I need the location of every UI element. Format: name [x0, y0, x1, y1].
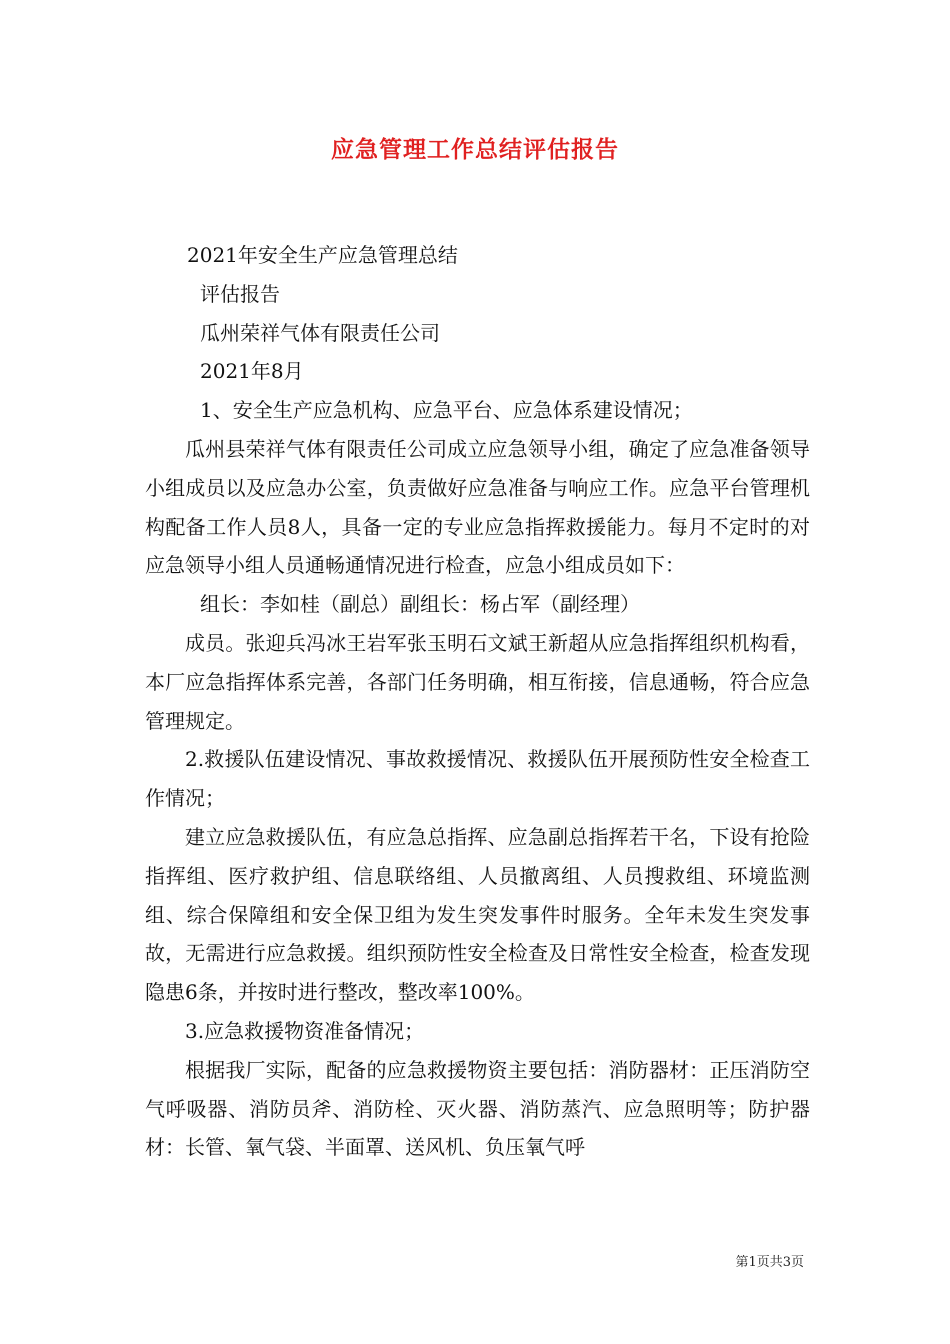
paragraph-section-3-heading: 3.应急救援物资准备情况；	[185, 1018, 425, 1043]
page-number: 第1页共3页	[735, 1255, 804, 1270]
paragraph-section-1-body: 瓜州县荣祥气体有限责任公司成立应急领导小组，确定了应急准备领导小组成员以及应急办公室，负责做好应急准备与响应工作。应急平台管理机构配备工作人员8人，具备一定的专业应急指挥救援能力。每月不定时的对应急领导小组人员通畅通情况进行检查，应急小组成员如下：	[145, 436, 810, 578]
paragraph-company-name: 瓜州荣祥气体有限责任公司	[200, 320, 440, 345]
document-title: 应急管理工作总结评估报告	[331, 136, 619, 163]
document-body	[145, 236, 810, 1167]
paragraph-section-1-heading: 1、安全生产应急机构、应急平台、应急体系建设情况；	[200, 398, 693, 423]
paragraph-section-2-body: 建立应急救援队伍，有应急总指挥、应急副总指挥若干名，下设有抢险指挥组、医疗救护组、信息联络组、人员撤离组、人员搜救组、环境监测组、综合保障组和安全保卫组为发生突发事件时服务。全年未发生突发事故，无需进行应急救援。组织预防性安全检查及日常性安全检查，检查发现隐患6条，并按时进行整改，整改率100%。	[145, 824, 810, 1005]
paragraph-team-members: 成员。张迎兵冯冰王岩军张玉明石文斌王新超从应急指挥组织机构看，本厂应急指挥体系完善，各部门任务明确，相互衔接，信息通畅，符合应急管理规定。	[145, 630, 810, 733]
paragraph-section-3-body: 根据我厂实际，配备的应急救援物资主要包括：消防器材：正压消防空气呼吸器、消防员斧、消防栓、灭火器、消防蒸汽、应急照明等；防护器材：长管、氧气袋、半面罩、送风机、负压氧气呼	[145, 1057, 810, 1160]
paragraph-section-2-heading: 2.救援队伍建设情况、事故救援情况、救援队伍开展预防性安全检查工作情况；	[145, 747, 810, 811]
paragraph-team-leaders: 组长：李如桂（副总）副组长：杨占军（副经理）	[200, 592, 640, 617]
paragraph-subtitle-line1: 2021年安全生产应急管理总结	[187, 243, 458, 267]
paragraph-subtitle-line2: 评估报告	[200, 281, 280, 306]
paragraph-date: 2021年8月	[200, 359, 304, 384]
